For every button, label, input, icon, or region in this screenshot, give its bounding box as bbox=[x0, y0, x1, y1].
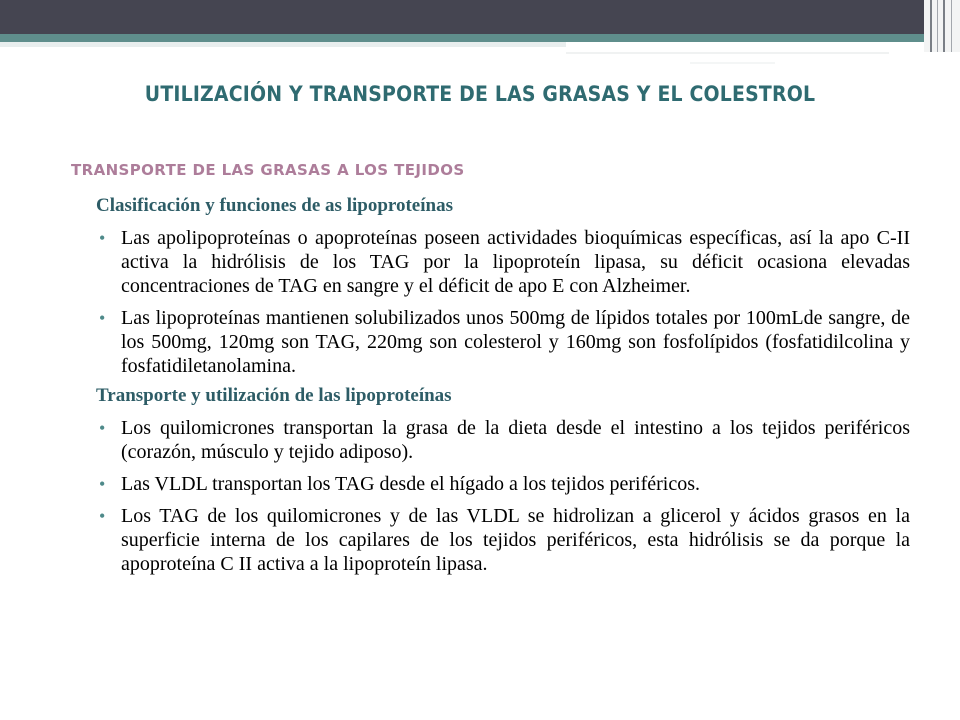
slide-title: UTILIZACIÓN Y TRANSPORTE DE LAS GRASAS Y EL COLESTROL bbox=[144, 82, 816, 106]
bullet-item: • Los quilomicrones transportan la grasa de la dieta desde el intestino a los tejidos periféricos (corazón, músculo y tejido adiposo). bbox=[96, 416, 910, 464]
section-heading-lipoprotein-classification: Clasificación y funciones de as lipoproteínas bbox=[96, 195, 453, 216]
header-step-line bbox=[566, 52, 889, 54]
corner-line bbox=[951, 0, 952, 52]
bullet-list-transport bbox=[96, 416, 910, 576]
header-band bbox=[0, 0, 924, 34]
bullet-list-classification bbox=[96, 226, 910, 378]
bullet-item: • Los TAG de los quilomicrones y de las VLDL se hidrolizan a glicerol y ácidos grasos en la superficie interna de los capilares de los tejidos periféricos, esta hidrólisis se da porque la apoproteína C II activa a la lipoproteín lipasa. bbox=[96, 504, 910, 576]
corner-line bbox=[943, 0, 945, 52]
bullet-item: • Las lipoproteínas mantienen solubilizados unos 500mg de lípidos totales por 100mLde sangre, de los 500mg, 120mg son TAG, 220mg son colesterol y 160mg son fosfolípidos (fosfatidilcolina y fosfatidiletanolamina. bbox=[96, 306, 910, 378]
header-accent-stripe bbox=[0, 34, 924, 42]
slide-subtitle: TRANSPORTE DE LAS GRASAS A LOS TEJIDOS bbox=[71, 161, 465, 179]
corner-line bbox=[937, 0, 938, 52]
bullet-item: • Las apolipoproteínas o apoproteínas poseen actividades bioquímicas específicas, así la apo C-II activa la hidrólisis de los TAG por la lipoproteín lipasa, su déficit ocasiona elevadas concentraciones de TAG en sangre y el déficit de apo E con Alzheimer. bbox=[96, 226, 910, 298]
corner-line bbox=[930, 0, 932, 52]
header-corner-decoration bbox=[924, 0, 960, 52]
header-step-line-secondary bbox=[690, 62, 775, 64]
section-heading-lipoprotein-transport: Transporte y utilización de las lipoproteínas bbox=[96, 385, 452, 406]
bullet-item: • Las VLDL transportan los TAG desde el hígado a los tejidos periféricos. bbox=[96, 472, 910, 496]
slide-content bbox=[96, 193, 910, 576]
